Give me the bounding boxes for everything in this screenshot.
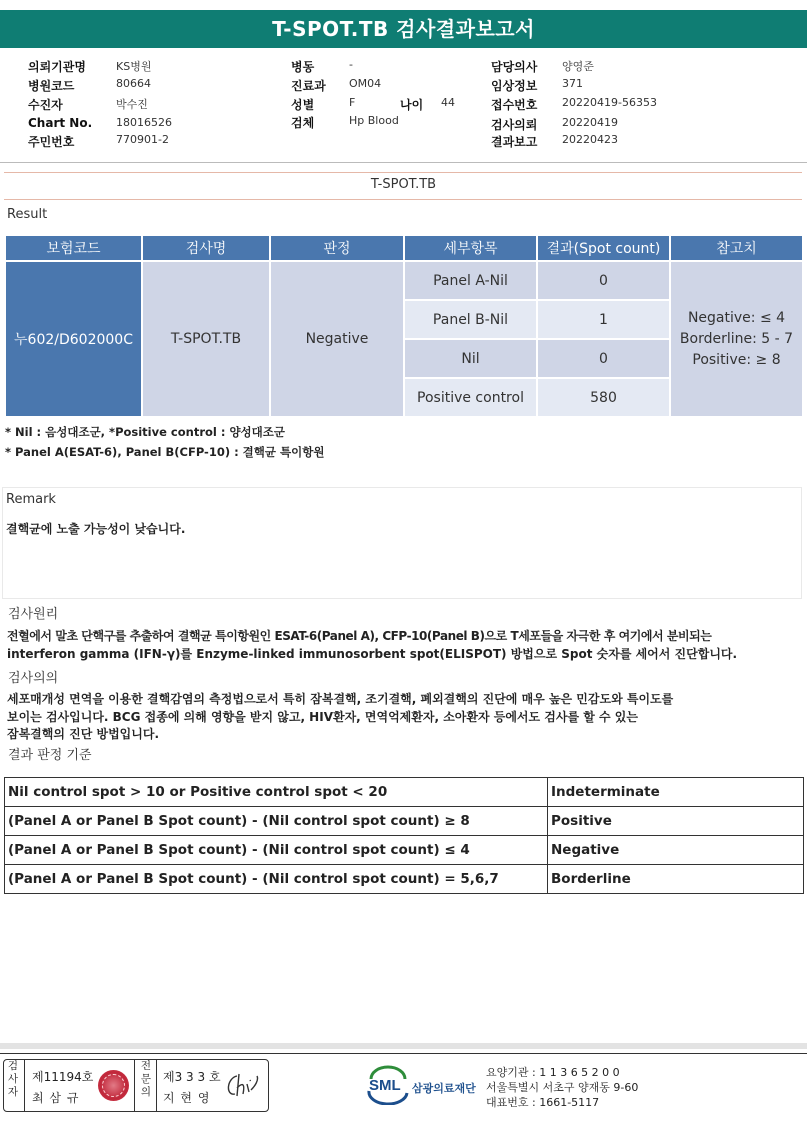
vertical-char: 사 bbox=[7, 1073, 19, 1085]
specialist-name: 지 현 영 bbox=[163, 1091, 211, 1105]
criteria-table bbox=[4, 777, 804, 894]
vertical-char: 자 bbox=[7, 1086, 19, 1098]
principle-line: 전혈에서 말초 단핵구를 추출하여 결핵균 특이항원인 ESAT-6(Panel A), CFP-10(Panel B)으로 T세포들을 자극한 후 여기에서 분비되는 bbox=[7, 629, 712, 643]
table-row bbox=[5, 836, 804, 865]
dept-label: 진료과 bbox=[291, 79, 326, 93]
item-name-cell: Nil bbox=[404, 339, 537, 378]
age-value: 44 bbox=[441, 96, 455, 109]
section-title: T-SPOT.TB bbox=[370, 177, 437, 192]
request-value: 20220419 bbox=[562, 116, 618, 129]
hospital-code-label: 병원코드 bbox=[28, 79, 75, 93]
ward-label: 병동 bbox=[291, 60, 315, 74]
sml-logo-icon bbox=[365, 1065, 410, 1105]
chart-label: Chart No. bbox=[28, 116, 93, 130]
vertical-char: 전 bbox=[140, 1060, 152, 1072]
criteria-condition: (Panel A or Panel B Spot count) - (Nil control spot count) ≥ 8 bbox=[5, 807, 548, 836]
examiner-vertical-label bbox=[4, 1060, 22, 1111]
examinee-value: 박수진 bbox=[116, 98, 148, 111]
table-row bbox=[5, 807, 804, 836]
header-reference: 참고치 bbox=[670, 235, 803, 261]
test-name-cell: T-SPOT.TB bbox=[142, 261, 270, 417]
header-judgement: 판정 bbox=[270, 235, 404, 261]
significance-line: 세포매개성 면역을 이용한 결핵감염의 측정법으로서 특히 잠복결핵, 조기결핵, 폐외결핵의 진단에 매우 높은 민감도와 특이도를 bbox=[7, 692, 674, 706]
sex-label: 성별 bbox=[291, 98, 315, 112]
dept-value: OM04 bbox=[349, 77, 382, 90]
request-label: 검사의뢰 bbox=[491, 118, 538, 132]
principle-caption: 검사원리 bbox=[8, 607, 59, 622]
rrn-label: 주민번호 bbox=[28, 135, 75, 149]
doctor-label: 담당의사 bbox=[491, 60, 538, 74]
info-divider bbox=[0, 162, 807, 163]
result-caption: Result bbox=[7, 207, 48, 222]
remark-text: 결핵균에 노출 가능성이 낮습니다. bbox=[6, 522, 186, 536]
chart-value: 18016526 bbox=[116, 116, 172, 129]
report-label: 결과보고 bbox=[491, 135, 538, 149]
reference-positive: Positive: ≥ 8 bbox=[692, 351, 781, 368]
note-panels: * Panel A(ESAT-6), Panel B(CFP-10) : 결핵균 특이항원 bbox=[5, 445, 325, 459]
vertical-char: 의 bbox=[140, 1086, 152, 1098]
specimen-value: Hp Blood bbox=[349, 114, 399, 127]
header-detail-item: 세부항목 bbox=[404, 235, 537, 261]
institution-label: 의뢰기관명 bbox=[28, 60, 86, 74]
header-test-name: 검사명 bbox=[142, 235, 270, 261]
age-label: 나이 bbox=[400, 98, 424, 112]
report-value: 20220423 bbox=[562, 133, 618, 146]
logo-text: SML bbox=[369, 1077, 401, 1094]
receipt-label: 접수번호 bbox=[491, 98, 538, 112]
specialist-license: 제3 3 3 호 bbox=[163, 1070, 221, 1084]
significance-caption: 검사의의 bbox=[8, 671, 59, 686]
handwritten-signature-icon bbox=[223, 1070, 263, 1102]
table-row bbox=[5, 261, 803, 300]
org-name: 삼광의료재단 bbox=[412, 1082, 476, 1095]
report-title: T-SPOT.TB 검사결과보고서 bbox=[0, 10, 807, 48]
principle-text bbox=[7, 628, 807, 663]
sex-value: F bbox=[349, 96, 356, 109]
item-value-cell: 0 bbox=[537, 261, 670, 300]
receipt-value: 20220419-56353 bbox=[562, 96, 657, 109]
criteria-result: Indeterminate bbox=[548, 778, 804, 807]
rrn-value: 770901-2 bbox=[116, 133, 169, 146]
table-row bbox=[5, 865, 804, 894]
reference-negative: Negative: ≤ 4 bbox=[687, 309, 786, 326]
reference-borderline: Borderline: 5 - 7 bbox=[679, 330, 794, 347]
signature-divider bbox=[134, 1060, 135, 1111]
signature-box bbox=[3, 1059, 269, 1112]
significance-line: 보이는 검사입니다. BCG 접종에 의해 영향을 받지 않고, HIV환자, 면역억제환자, 소아환자 등에서도 검사를 할 수 있는 bbox=[7, 709, 638, 724]
note-controls: * Nil : 음성대조군, *Positive control : 양성대조군 bbox=[5, 425, 285, 439]
clinical-value: 371 bbox=[562, 77, 583, 90]
header-insurance-code: 보험코드 bbox=[5, 235, 142, 261]
item-name-cell: Panel A-Nil bbox=[404, 261, 537, 300]
result-header-row bbox=[5, 235, 803, 261]
specimen-label: 검체 bbox=[291, 116, 315, 130]
criteria-condition: (Panel A or Panel B Spot count) - (Nil control spot count) ≤ 4 bbox=[5, 836, 548, 865]
remark-box bbox=[2, 487, 802, 599]
principle-line: interferon gamma (IFN-γ)를 Enzyme-linked immunosorbent spot(ELISPOT) 방법으로 Spot 숫자를 세어서 진단합니다. bbox=[7, 646, 738, 661]
criteria-condition: Nil control spot > 10 or Positive control spot < 20 bbox=[5, 778, 548, 807]
footer-band bbox=[0, 1043, 807, 1049]
agency-phone: 대표번호 : 1661-5117 bbox=[486, 1096, 600, 1109]
agency-address: 서울특별시 서초구 양재동 9-60 bbox=[486, 1081, 639, 1094]
item-value-cell: 0 bbox=[537, 339, 670, 378]
judgement-cell: Negative bbox=[270, 261, 404, 417]
signature-divider bbox=[24, 1060, 25, 1111]
ward-value: - bbox=[349, 58, 353, 71]
criteria-caption: 결과 판정 기준 bbox=[8, 748, 92, 763]
table-row bbox=[5, 778, 804, 807]
reference-cell bbox=[670, 261, 803, 417]
agency-code: 요양기관 : 1 1 3 6 5 2 0 0 bbox=[486, 1066, 620, 1079]
section-divider-bottom bbox=[4, 199, 802, 200]
significance-text bbox=[7, 691, 807, 744]
vertical-char: 문 bbox=[140, 1073, 152, 1085]
vertical-char: 검 bbox=[7, 1060, 19, 1072]
examiner-license: 제11194호 bbox=[32, 1070, 94, 1084]
institution-value: KS병원 bbox=[116, 60, 152, 73]
hospital-code-value: 80664 bbox=[116, 77, 151, 90]
official-seal-icon bbox=[98, 1070, 129, 1101]
result-table bbox=[4, 234, 804, 418]
criteria-result: Positive bbox=[548, 807, 804, 836]
criteria-result: Borderline bbox=[548, 865, 804, 894]
header-spot-count: 결과(Spot count) bbox=[537, 235, 670, 261]
item-value-cell: 580 bbox=[537, 378, 670, 417]
insurance-code-cell: 누602/D602000C bbox=[5, 261, 142, 417]
footer-line bbox=[0, 1053, 807, 1054]
signature-divider bbox=[156, 1060, 157, 1111]
specialist-vertical-label bbox=[137, 1060, 155, 1111]
patient-info bbox=[0, 58, 807, 154]
doctor-value: 양영준 bbox=[562, 60, 594, 73]
clinical-label: 임상정보 bbox=[491, 79, 538, 93]
section-divider-top bbox=[4, 172, 802, 173]
item-value-cell: 1 bbox=[537, 300, 670, 339]
item-name-cell: Panel B-Nil bbox=[404, 300, 537, 339]
criteria-result: Negative bbox=[548, 836, 804, 865]
examinee-label: 수진자 bbox=[28, 98, 63, 112]
criteria-condition: (Panel A or Panel B Spot count) - (Nil control spot count) = 5,6,7 bbox=[5, 865, 548, 894]
remark-caption: Remark bbox=[6, 492, 56, 507]
significance-line: 잠복결핵의 진단 방법입니다. bbox=[7, 727, 160, 741]
item-name-cell: Positive control bbox=[404, 378, 537, 417]
examiner-name: 최 삼 규 bbox=[32, 1091, 80, 1105]
